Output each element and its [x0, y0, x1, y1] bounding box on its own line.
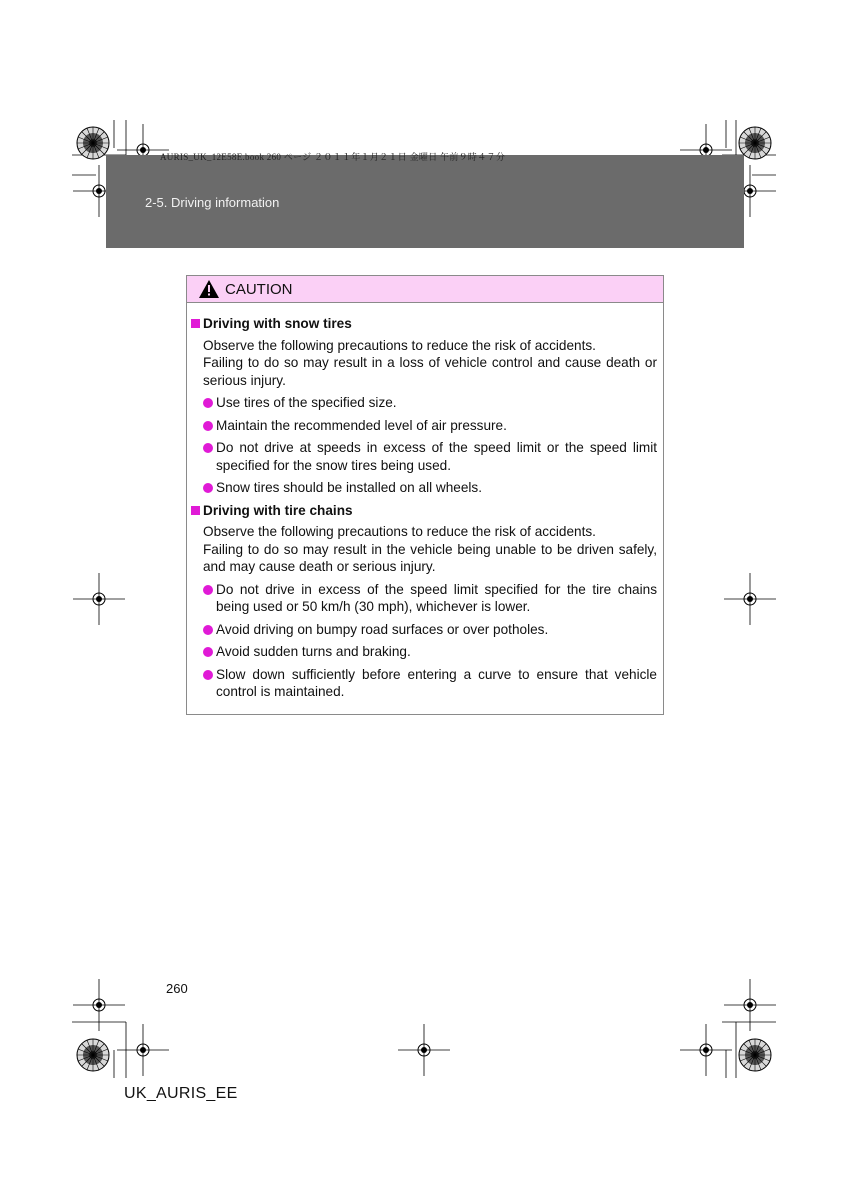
round-bullet-icon — [203, 670, 213, 680]
registration-mark-icon — [117, 1024, 169, 1076]
caution-box — [186, 275, 664, 715]
document-code: UK_AURIS_EE — [124, 1085, 238, 1102]
caution-label: CAUTION — [225, 280, 293, 298]
round-bullet-icon — [203, 625, 213, 635]
registration-mark-icon — [680, 1024, 732, 1076]
page-number: 260 — [166, 981, 188, 996]
registration-mark-icon — [398, 1024, 450, 1076]
print-slug: AURIS_UK_12E58E.book 260 ページ ２０１１年１月２１日 金曜日 午前９時４７分 — [160, 152, 506, 162]
intro-paragraph: Observe the following precautions to reduce the risk of accidents. Failing to do so may result in the vehicle being unable to be driven safely, and may cause death or serious injury. — [203, 524, 657, 574]
list-item: Do not drive at speeds in excess of the speed limit or the speed limit specified for the snow tires being used. — [191, 439, 657, 474]
round-bullet-icon — [203, 483, 213, 493]
round-bullet-icon — [203, 647, 213, 657]
list-item: Slow down sufficiently before entering a curve to ensure that vehicle control is maintained. — [191, 666, 657, 701]
caution-content — [187, 303, 663, 701]
section-heading: Driving with snow tires — [191, 315, 657, 333]
list-item: Maintain the recommended level of air pressure. — [191, 417, 657, 435]
list-item: Do not drive in excess of the speed limit specified for the tire chains being used or 50 km/h (30 mph), whichever is lower. — [191, 581, 657, 616]
square-bullet-icon — [191, 319, 200, 328]
caution-header — [187, 276, 663, 303]
warning-triangle-icon — [199, 280, 219, 298]
round-bullet-icon — [203, 398, 213, 408]
square-bullet-icon — [191, 506, 200, 515]
round-bullet-icon — [203, 585, 213, 595]
section-heading: Driving with tire chains — [191, 502, 657, 520]
registration-mark-icon — [73, 979, 125, 1031]
registration-mark-icon — [724, 573, 776, 625]
list-item: Snow tires should be installed on all wheels. — [191, 479, 657, 497]
list-item: Avoid sudden turns and braking. — [191, 643, 657, 661]
list-item: Use tires of the specified size. — [191, 394, 657, 412]
color-calibration-wheel-icon — [739, 1039, 771, 1071]
round-bullet-icon — [203, 421, 213, 431]
color-calibration-wheel-icon — [77, 1039, 109, 1071]
list-item: Avoid driving on bumpy road surfaces or over potholes. — [191, 621, 657, 639]
registration-mark-icon — [73, 573, 125, 625]
registration-mark-icon — [724, 979, 776, 1031]
section-title: 2-5. Driving information — [145, 195, 280, 210]
color-calibration-wheel-icon — [77, 127, 109, 159]
round-bullet-icon — [203, 443, 213, 453]
intro-paragraph: Observe the following precautions to reduce the risk of accidents. Failing to do so may result in a loss of vehicle control and cause death or serious injury. — [203, 337, 657, 388]
